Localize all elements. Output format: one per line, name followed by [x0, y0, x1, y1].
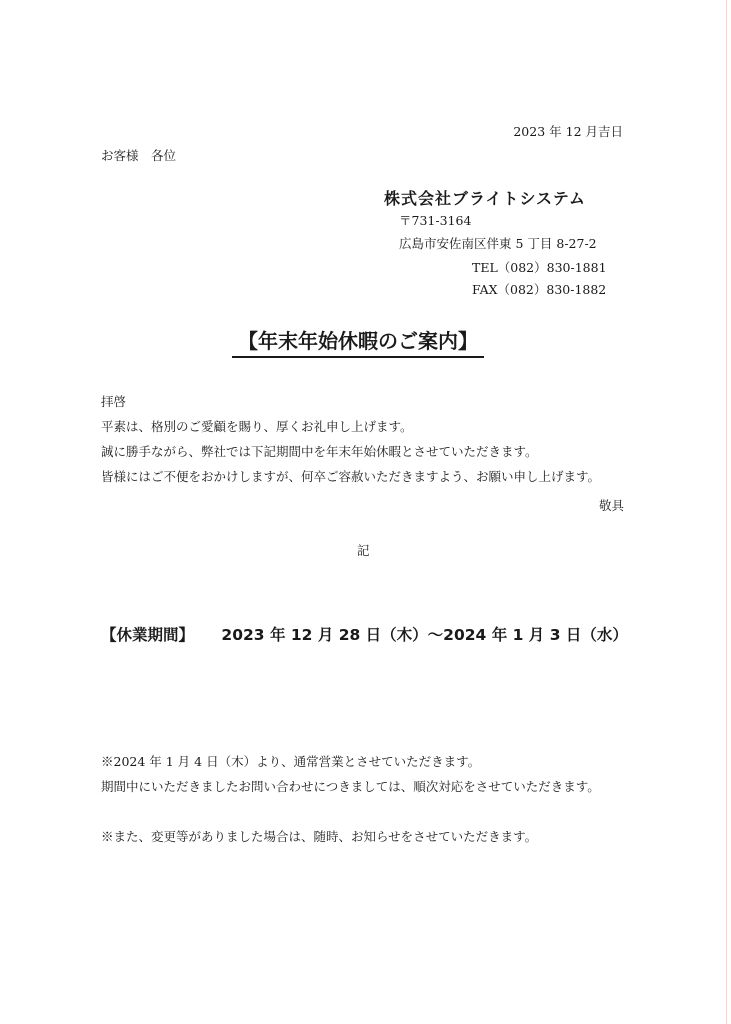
note-line-3: ※また、変更等がありました場合は、随時、お知らせをさせていただきます。 [101, 829, 538, 844]
ki-marker: 記 [357, 543, 370, 558]
note-line-2: 期間中にいただきましたお問い合わせにつきましては、順次対応をさせていただきます。 [101, 779, 600, 794]
salutation: 拝啓 [101, 394, 127, 409]
note-spacer [101, 799, 600, 824]
holiday-period [101, 623, 628, 645]
document-date: 2023 年 12 月吉日 [513, 124, 623, 139]
document-title: 【年末年始休暇のご案内】 [232, 325, 484, 358]
body-line-3: 皆様にはご不便をおかけしますが、何卒ご容赦いただきますよう、お願い申し上げます。 [101, 469, 601, 484]
sender-tel: TEL（082）830-1881 [472, 260, 607, 275]
notes-block [101, 749, 600, 849]
holiday-period-label: 【休業期間】 [101, 626, 195, 644]
holiday-period-value: 2023 年 12 月 28 日（木）～2024 年 1 月 3 日（水） [221, 626, 628, 644]
recipient: お客様 各位 [101, 148, 177, 163]
sender-fax: FAX（082）830-1882 [472, 282, 607, 297]
sender-company: 株式会社ブライトシステム [384, 189, 586, 208]
note-line-1: ※2024 年 1 月 4 日（木）より、通常営業とさせていただきます。 [101, 754, 481, 769]
sender-address: 広島市安佐南区伴東 5 丁目 8-27-2 [399, 236, 597, 251]
page-edge-line [726, 0, 727, 1024]
body-line-1: 平素は、格別のご愛顧を賜り、厚くお礼申し上げます。 [101, 419, 413, 434]
letter-body [101, 389, 600, 489]
closing-phrase: 敬具 [598, 498, 624, 513]
body-line-2: 誠に勝手ながら、弊社では下記期間中を年末年始休暇とさせていただきます。 [101, 444, 538, 459]
sender-postal-code: 〒731-3164 [399, 213, 472, 228]
